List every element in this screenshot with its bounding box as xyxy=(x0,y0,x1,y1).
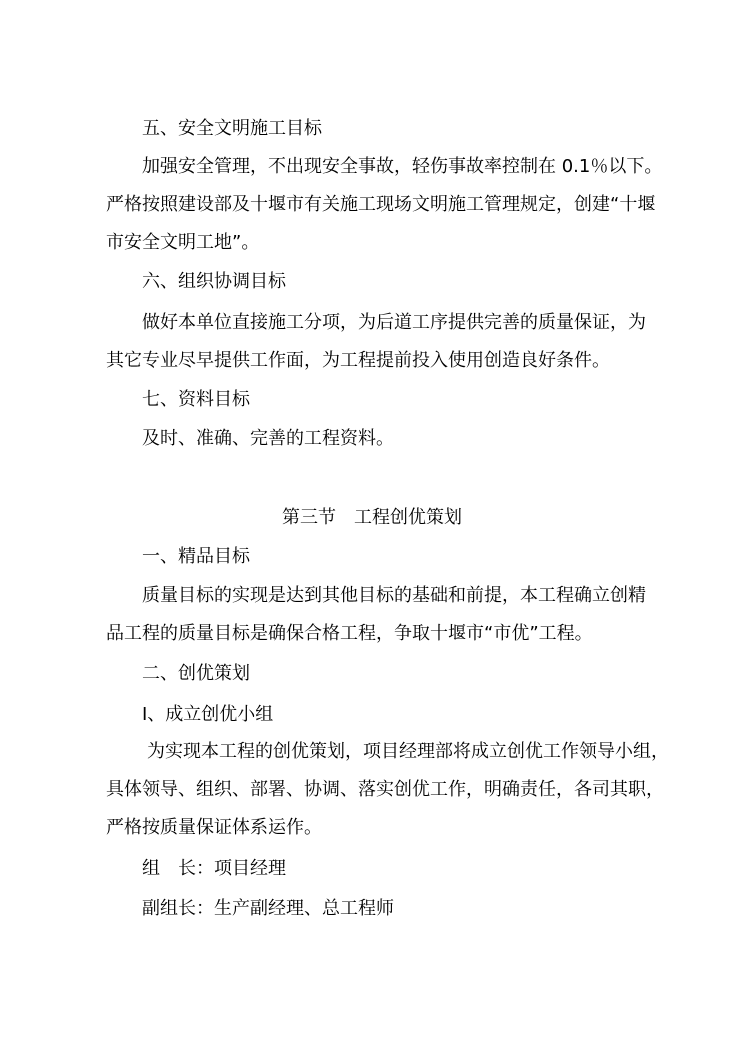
deputy-leader-line: 副组长：生产副经理、总工程师 xyxy=(142,898,394,919)
paragraph-line: 及时、准确、完善的工程资料。 xyxy=(142,428,394,449)
section-seven-heading: 七、资料目标 xyxy=(142,389,250,410)
paragraph-line: 其它专业尽早提供工作面，为工程提前投入使用创造良好条件。 xyxy=(106,350,610,371)
paragraph-line: 品工程的质量目标是确保合格工程，争取十堰市“市优”工程。 xyxy=(106,623,593,644)
subheading-team: I、成立创优小组 xyxy=(142,704,274,725)
paragraph-line: 严格按照建设部及十堰市有关施工现场文明施工管理规定，创建“十堰 xyxy=(106,194,656,215)
paragraph-line: 为实现本工程的创优策划，项目经理部将成立创优工作领导小组， xyxy=(147,741,669,762)
team-leader-line: 组 长：项目经理 xyxy=(142,858,286,879)
heading-quality-goal: 一、精品目标 xyxy=(142,546,250,567)
paragraph-line: 质量目标的实现是达到其他目标的基础和前提，本工程确立创精 xyxy=(142,585,646,606)
paragraph-line: 严格按质量保证体系运作。 xyxy=(106,817,322,838)
heading-excellence-plan: 二、创优策划 xyxy=(142,663,250,684)
paragraph-line: 做好本单位直接施工分项，为后道工序提供完善的质量保证，为 xyxy=(142,312,646,333)
paragraph-line: 市安全文明工地”。 xyxy=(106,232,260,253)
section-five-heading: 五、安全文明施工目标 xyxy=(142,118,322,139)
paragraph-line: 加强安全管理，不出现安全事故，轻伤事故率控制在 0.1％以下。 xyxy=(142,156,663,177)
section-six-heading: 六、组织协调目标 xyxy=(142,271,286,292)
paragraph-line: 具体领导、组织、部署、协调、落实创优工作，明确责任，各司其职， xyxy=(106,779,664,800)
section-title: 第三节 工程创优策划 xyxy=(282,507,462,528)
